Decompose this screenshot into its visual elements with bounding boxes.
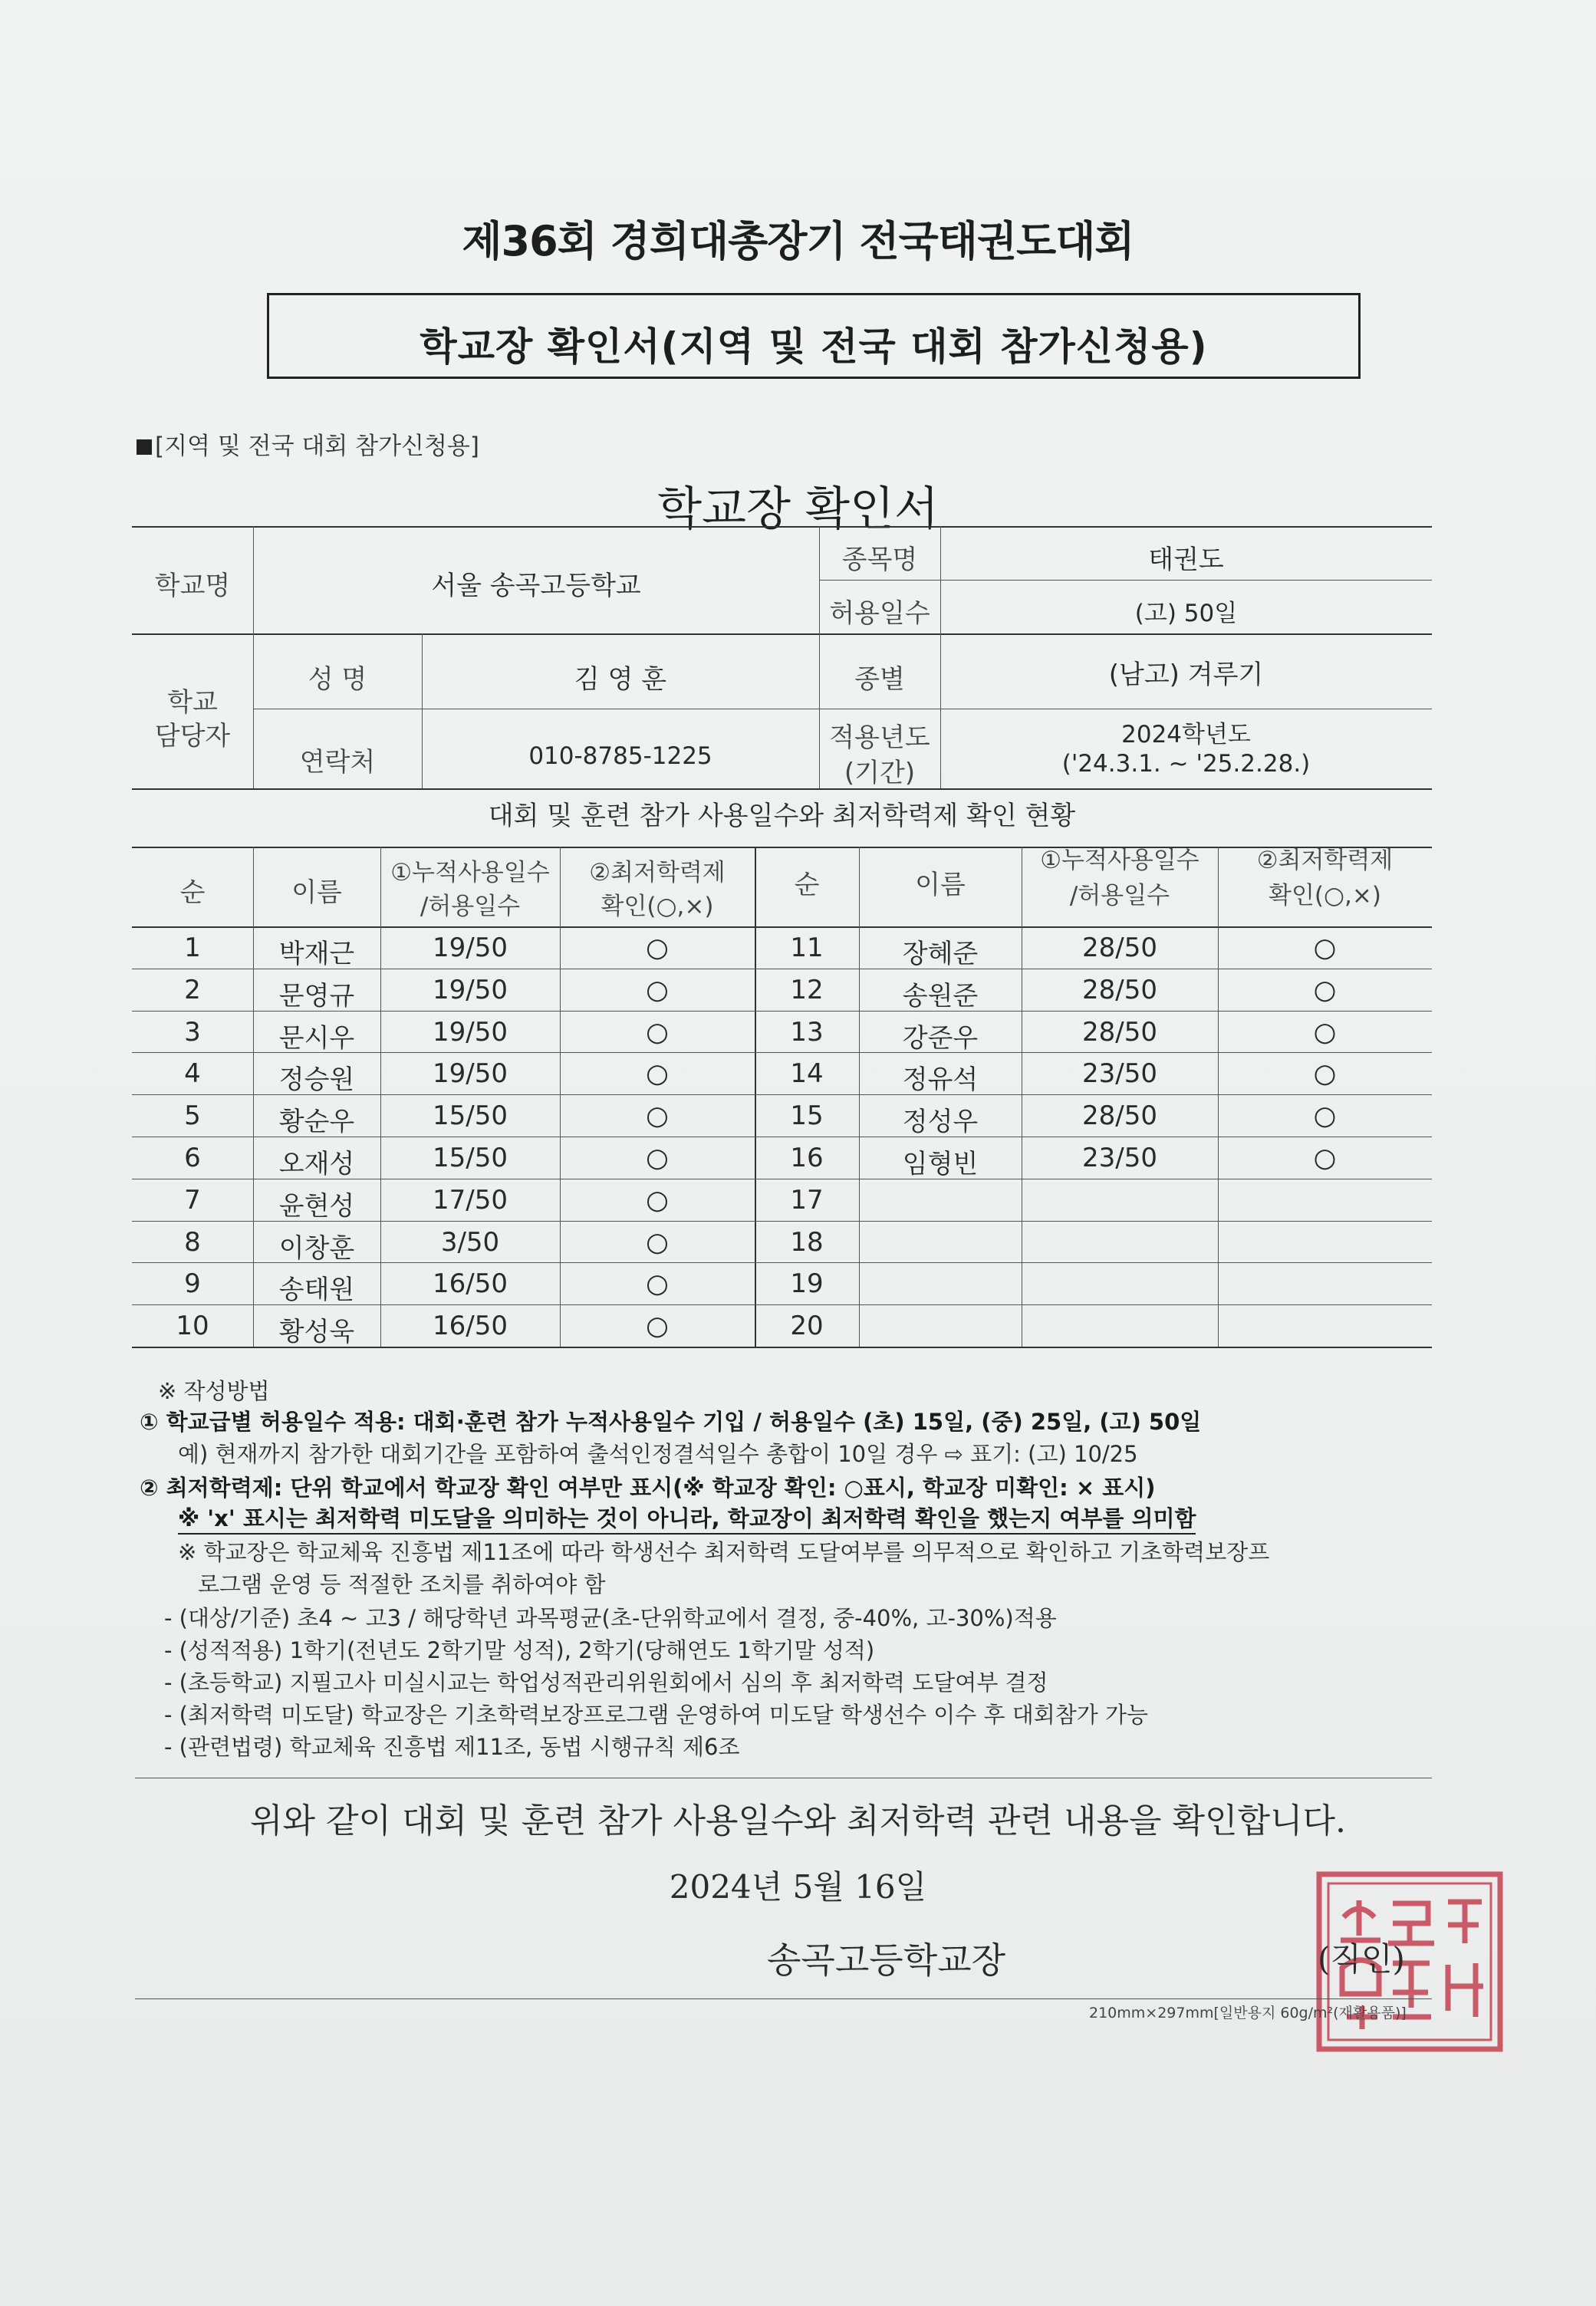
achievement-check: ○	[646, 1016, 669, 1048]
row-number: 17	[790, 1184, 824, 1216]
row-number: 13	[790, 1016, 824, 1048]
table-rule	[132, 633, 1432, 635]
table-rule	[132, 926, 1432, 928]
achievement-check: ○	[1313, 933, 1337, 963]
used-days: 28/50	[1082, 1100, 1157, 1132]
manager-label-line2: 담당자	[154, 721, 231, 752]
achievement-check: ○	[646, 1226, 669, 1258]
achievement-check: ○	[646, 1268, 669, 1300]
header-name: 이름	[291, 877, 342, 908]
allowed-days-value: (고) 50일	[1134, 600, 1238, 627]
manager-name-value: 김 영 훈	[574, 664, 667, 695]
used-days: 16/50	[433, 1311, 508, 1342]
used-days: 28/50	[1082, 1016, 1157, 1048]
table-row-divider	[132, 1304, 1432, 1305]
row-number: 12	[790, 974, 824, 1005]
school-name-label: 학교명	[154, 571, 231, 601]
achievement-check: ○	[646, 1311, 669, 1342]
player-name: 정유석	[902, 1064, 979, 1096]
note-detail-grades: - (성적적용) 1학기(전년도 2학기말 성적), 2학기(당해연도 1학기말 성적)	[164, 1637, 875, 1663]
used-days: 17/50	[433, 1184, 508, 1216]
paper-spec-note: 210mm×297mm[일반용지 60g/m²(재활용품)]	[1089, 2005, 1407, 2021]
note-detail-not-reached: - (최저학력 미도달) 학교장은 기초학력보장프로그램 운영하여 미도달 학생선수 이수 후 대회참가 가능	[164, 1702, 1149, 1728]
header-check-line1: ②최저학력제	[1256, 847, 1394, 874]
period-range-value: ('24.3.1. ~ '25.2.28.)	[1061, 750, 1311, 778]
row-number: 4	[184, 1058, 201, 1090]
achievement-check: ○	[646, 1143, 669, 1173]
row-number: 18	[790, 1226, 824, 1258]
header-check-line1: ②최저학력제	[589, 859, 726, 887]
issue-date: 2024년 5월 16일	[669, 1868, 927, 1906]
player-name: 오재성	[278, 1149, 355, 1179]
row-number: 9	[184, 1268, 201, 1300]
document-title: 학교장 확인서	[657, 482, 939, 536]
allowed-days-label: 허용일수	[829, 598, 930, 629]
contact-label: 연락처	[299, 747, 376, 778]
form-type-text: [지역 및 전국 대회 참가신청용]	[155, 433, 479, 460]
table-row-divider	[132, 1011, 1432, 1012]
row-number: 7	[184, 1184, 201, 1216]
footer-rule	[135, 1998, 1432, 1999]
seal-label: (직인)	[1318, 1940, 1405, 1978]
used-days: 16/50	[433, 1268, 508, 1300]
table-row-divider	[132, 1094, 1432, 1095]
used-days: 3/50	[440, 1226, 500, 1258]
manager-label-line1: 학교	[167, 687, 218, 718]
player-name: 송원준	[902, 980, 979, 1012]
confirmation-statement: 위와 같이 대회 및 훈련 참가 사용일수와 최저학력 관련 내용을 확인합니다.	[250, 1801, 1346, 1841]
player-name: 황성욱	[278, 1317, 355, 1348]
category-value: (남고) 겨루기	[1108, 660, 1264, 690]
row-number: 14	[790, 1058, 824, 1090]
player-name: 강준우	[902, 1022, 979, 1054]
note-law-line1: ※ 학교장은 학교체육 진흥법 제11조에 따라 학생선수 최저학력 도달여부를 의무적으로 확인하고 기초학력보장프	[178, 1539, 1270, 1565]
used-days: 15/50	[433, 1143, 508, 1173]
used-days: 19/50	[433, 974, 508, 1005]
used-days: 23/50	[1082, 1143, 1157, 1173]
player-name: 박재근	[278, 939, 355, 969]
achievement-check: ○	[1313, 1143, 1337, 1173]
player-name: 정성우	[902, 1107, 979, 1138]
achievement-check: ○	[646, 933, 669, 963]
player-name: 이창훈	[278, 1232, 355, 1264]
used-days: 15/50	[433, 1100, 508, 1132]
player-name: 임형빈	[902, 1149, 979, 1179]
header-days-line1: ①누적사용일수	[1040, 847, 1199, 874]
table-col-line	[1218, 847, 1219, 1347]
notes-heading: ※ 작성방법	[158, 1378, 270, 1404]
note-law-line2: 로그램 운영 등 적절한 조치를 취하여야 함	[198, 1571, 606, 1597]
table-rule	[132, 526, 1432, 528]
player-name: 황순우	[278, 1107, 355, 1138]
used-days: 19/50	[433, 933, 508, 963]
achievement-check: ○	[646, 1184, 669, 1216]
header-check-line2: 확인(○,×)	[1269, 882, 1381, 910]
header-days-line2: /허용일수	[420, 893, 521, 920]
table-rule	[819, 580, 1432, 581]
school-name-value: 서울 송곡고등학교	[431, 571, 641, 601]
manager-name-label: 성 명	[308, 664, 367, 695]
sport-label: 종목명	[841, 544, 918, 575]
note-detail-elementary: - (초등학교) 지필고사 미실시교는 학업성적관리위원회에서 심의 후 최저학력 도달여부 결정	[164, 1669, 1048, 1696]
row-number: 6	[184, 1143, 201, 1173]
note-min-achievement: ② 최저학력제: 단위 학교에서 학교장 확인 여부만 표시(※ 학교장 확인: ○표시, 학교장 미확인: × 표시)	[140, 1475, 1156, 1501]
table-row-divider	[132, 1221, 1432, 1222]
category-label: 종별	[854, 664, 905, 695]
row-number: 11	[790, 933, 824, 963]
table-row-divider	[132, 1052, 1432, 1053]
achievement-check: ○	[1313, 974, 1337, 1005]
document-subtitle: 학교장 확인서(지역 및 전국 대회 참가신청용)	[420, 324, 1208, 369]
achievement-check: ○	[1313, 1100, 1337, 1132]
note-detail-target: - (대상/기준) 초4 ~ 고3 / 해당학년 과목평균(초-단위학교에서 결정, 중-40%, 고-30%)적용	[164, 1605, 1057, 1631]
note-allowed-days-example: 예) 현재까지 참가한 대회기간을 포함하여 출석인정결석일수 총합이 10일 경우 ⇨ 표기: (고) 10/25	[178, 1441, 1138, 1467]
principal-title: 송곡고등학교장	[767, 1939, 1006, 1981]
player-name: 문영규	[278, 980, 355, 1012]
header-days-line2: /허용일수	[1069, 882, 1170, 910]
note-x-meaning-text: ※ 'x' 표시는 최저학력 미도달을 의미하는 것이 아니라, 학교장이 최저학력 확인을 했는지 여부를 의미함	[178, 1505, 1196, 1535]
used-days: 23/50	[1082, 1058, 1157, 1090]
header-days-line1: ①누적사용일수	[390, 859, 550, 887]
contact-value: 010-8785-1225	[528, 742, 712, 770]
header-check-line2: 확인(○,×)	[601, 893, 714, 920]
header-no: 순	[794, 870, 820, 900]
achievement-check: ○	[1313, 1058, 1337, 1090]
player-name: 장혜준	[902, 939, 979, 969]
player-name: 윤현성	[278, 1190, 355, 1222]
event-title: 제36회 경희대총장기 전국태권도대회	[462, 217, 1134, 265]
row-number: 19	[790, 1268, 824, 1300]
note-allowed-days: ① 학교급별 허용일수 적용: 대회·훈련 참가 누적사용일수 기입 / 허용일수 (초) 15일, (중) 25일, (고) 50일	[140, 1409, 1202, 1435]
table-row-divider	[132, 1262, 1432, 1263]
row-number: 2	[184, 974, 201, 1005]
table-rule	[132, 788, 1432, 790]
period-label-line2: (기간)	[844, 758, 916, 788]
form-type-label	[137, 426, 479, 461]
used-days: 28/50	[1082, 974, 1157, 1005]
table-col-line	[859, 847, 860, 1347]
used-days: 19/50	[433, 1058, 508, 1090]
achievement-check: ○	[646, 1058, 669, 1090]
player-name: 송태원	[278, 1275, 355, 1306]
player-name: 정승원	[278, 1064, 355, 1096]
sport-value: 태권도	[1148, 544, 1224, 575]
period-label-line1: 적용년도	[829, 722, 930, 753]
period-year-value: 2024학년도	[1121, 721, 1251, 748]
row-number: 20	[790, 1311, 824, 1342]
square-bullet-icon	[137, 439, 152, 455]
note-detail-law: - (관련법령) 학교체육 진흥법 제11조, 동법 시행규칙 제6조	[164, 1734, 740, 1760]
row-number: 16	[790, 1143, 824, 1173]
header-name: 이름	[915, 870, 966, 900]
row-number: 15	[790, 1100, 824, 1132]
achievement-check: ○	[646, 974, 669, 1005]
player-name: 문시우	[278, 1022, 355, 1054]
row-number: 5	[184, 1100, 201, 1132]
status-table-title: 대회 및 훈련 참가 사용일수와 최저학력제 확인 현황	[488, 801, 1076, 831]
achievement-check: ○	[646, 1100, 669, 1132]
note-x-meaning	[178, 1502, 1196, 1533]
used-days: 28/50	[1082, 933, 1157, 963]
used-days: 19/50	[433, 1016, 508, 1048]
row-number: 1	[184, 933, 201, 963]
row-number: 8	[184, 1226, 201, 1258]
achievement-check: ○	[1313, 1016, 1337, 1048]
header-no: 순	[179, 877, 206, 908]
row-number: 10	[176, 1311, 209, 1342]
row-number: 3	[184, 1016, 201, 1048]
